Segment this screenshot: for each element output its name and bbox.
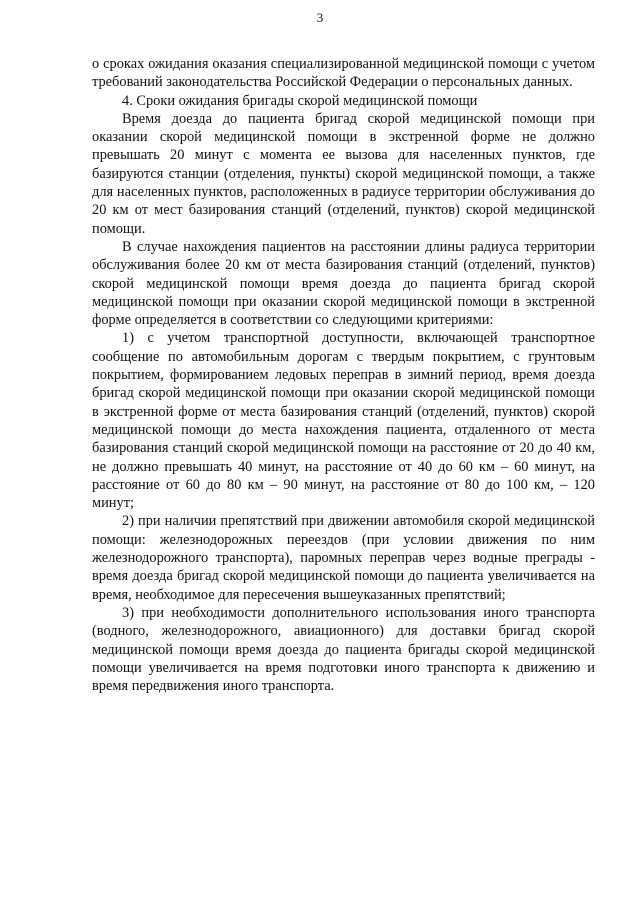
list-item-3: 3) при необходимости дополнительного использования иного транспорта (водного, железнодорожного, авиационного) для доставки бригад скорой медицинской помощи время доезда до пациента бригады скорой медицинской помощи увеличивается на время подготовки иного транспорта к движению и время передвижения иного транспорта. (92, 604, 595, 695)
section-heading: 4. Сроки ожидания бригады скорой медицинской помощи (122, 92, 478, 109)
paragraph: В случае нахождения пациентов на расстоянии длины радиуса территории обслуживания более 20 км от места базирования станций (отделений, пунктов) скорой медицинской помощи время доезда до пациента бригад скорой медицинской помощи при оказании скорой медицинской помощи в экстренной форме определяется в соответствии со следующими критериями: (92, 238, 595, 329)
page-number: 3 (316, 10, 324, 25)
document-body (92, 55, 595, 695)
paragraph: Время доезда до пациента бригад скорой медицинской помощи при оказании скорой медицинской помощи в экстренной форме не должно превышать 20 минут с момента ее вызова для населенных пунктов, где базируются станции (отделения, пункты) скорой медицинской помощи, а также для населенных пунктов, расположенных в радиусе территории обслуживания до 20 км от мест базирования станций (отделений, пунктов) скорой медицинской помощи. (92, 110, 595, 237)
list-item-2: 2) при наличии препятствий при движении автомобиля скорой медицинской помощи: железнодорожных переездов (при условии движения по ним железнодорожного транспорта), паромных переправ через водные преграды - время доезда бригад скорой медицинской помощи до пациента увеличивается на время, необходимое для пересечения вышеуказанных препятствий; (92, 513, 595, 603)
list-item-1: 1) с учетом транспортной доступности, включающей транспортное сообщение по автомобильным дорогам с твердым покрытием, с грунтовым покрытием, формированием ледовых переправ в зимний период, время доезда бригад скорой медицинской помощи при оказании скорой медицинской помощи в экстренной форме от места базирования станций (отделений, пунктов) скорой медицинской помощи до места нахождения пациента, отдаленного от места базирования станций скорой медицинской помощи на расстояние от 20 до 40 км, не должно превышать 40 минут, на расстояние от 40 до 60 км – 60 минут, на расстояние от 60 до 80 км – 90 минут, на расстояние от 80 до 100 км, – 120 минут; (92, 330, 595, 512)
paragraph-continuation: о сроках ожидания оказания специализированной медицинской помощи с учетом требований законодательства Российской Федерации о персональных данных. (92, 56, 595, 91)
